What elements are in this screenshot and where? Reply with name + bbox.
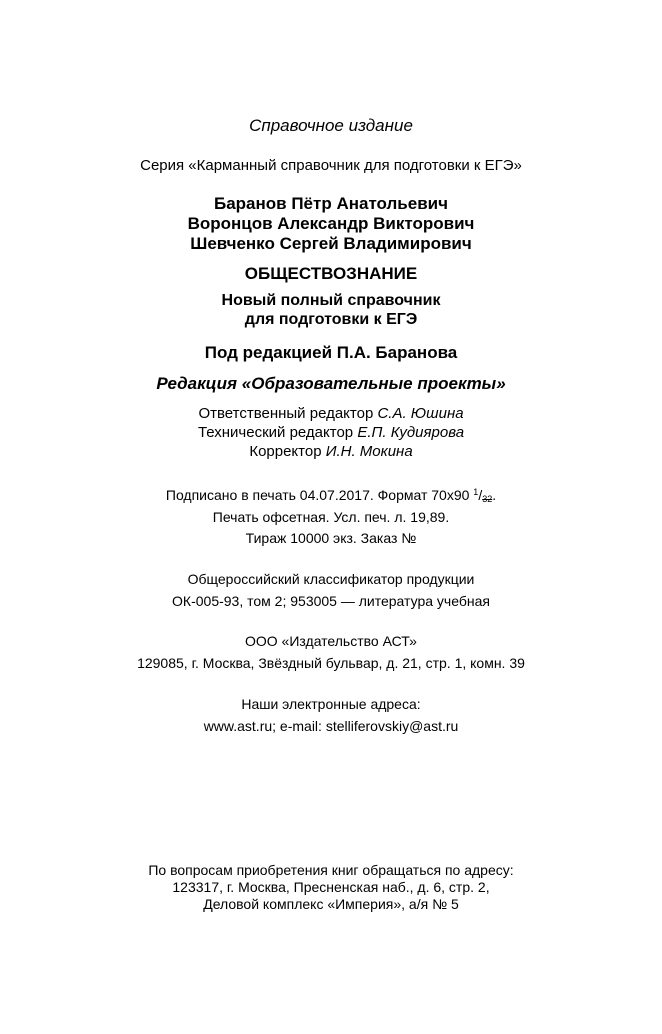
print-signed-text: Подписано в печать 04.07.2017. Формат 70х90 — [165, 487, 470, 503]
print-signed-line — [0, 487, 662, 504]
contacts-line: www.ast.ru; e-mail: stelliferovskiy@ast.ru — [203, 718, 459, 734]
edition-type: Справочное издание — [249, 116, 413, 135]
editorial-office: Редакция «Образовательные проекты» — [156, 374, 506, 393]
staff-row — [0, 424, 662, 441]
subtitle-line-1: Новый полный справочник — [221, 292, 441, 309]
publisher-name: ООО «Издательство АСТ» — [245, 633, 417, 649]
classifier-line-1: Общероссийский классификатор продукции — [187, 571, 475, 587]
author-2: Воронцов Александр Викторович — [187, 214, 475, 233]
contacts-heading: Наши электронные адреса: — [241, 696, 421, 712]
staff-name: И.Н. Мокина — [325, 443, 413, 460]
format-fraction-end: . — [492, 487, 497, 503]
staff-name: Е.П. Кудиярова — [357, 424, 465, 441]
book-title: ОБЩЕСТВОЗНАНИЕ — [244, 264, 418, 283]
classifier-line-2: ОК-005-93, том 2; 953005 — литература учебная — [172, 593, 490, 609]
series-line: Серия «Карманный справочник для подготовки к ЕГЭ» — [140, 157, 522, 174]
staff-role: Корректор — [249, 443, 322, 460]
print-offset-line: Печать офсетная. Усл. печ. л. 19,89. — [212, 509, 450, 525]
format-fraction-denominator: 32 — [482, 494, 493, 504]
author-3: Шевченко Сергей Владимирович — [190, 234, 472, 253]
publisher-address: 129085, г. Москва, Звёздный бульвар, д. 21, стр. 1, комн. 39 — [137, 655, 525, 671]
format-fraction-slash: / — [478, 487, 483, 503]
staff-name: С.А. Юшина — [377, 405, 464, 422]
staff-role: Ответственный редактор — [198, 405, 374, 422]
author-1: Баранов Пётр Анатольевич — [214, 194, 448, 213]
staff-row — [0, 405, 662, 422]
staff-role: Технический редактор — [197, 424, 354, 441]
editor-line: Под редакцией П.А. Баранова — [204, 343, 458, 362]
staff-row — [0, 443, 662, 460]
purchase-line-2: 123317, г. Москва, Пресненская наб., д. 6, стр. 2, — [172, 879, 490, 895]
purchase-line-1: По вопросам приобретения книг обращаться по адресу: — [148, 862, 514, 878]
purchase-line-3: Деловой комплекс «Империя», а/я № 5 — [203, 896, 459, 912]
format-fraction-numerator: 1 — [473, 487, 479, 497]
print-run-line: Тираж 10000 экз. Заказ № — [245, 530, 417, 546]
subtitle-line-2: для подготовки к ЕГЭ — [244, 311, 418, 328]
